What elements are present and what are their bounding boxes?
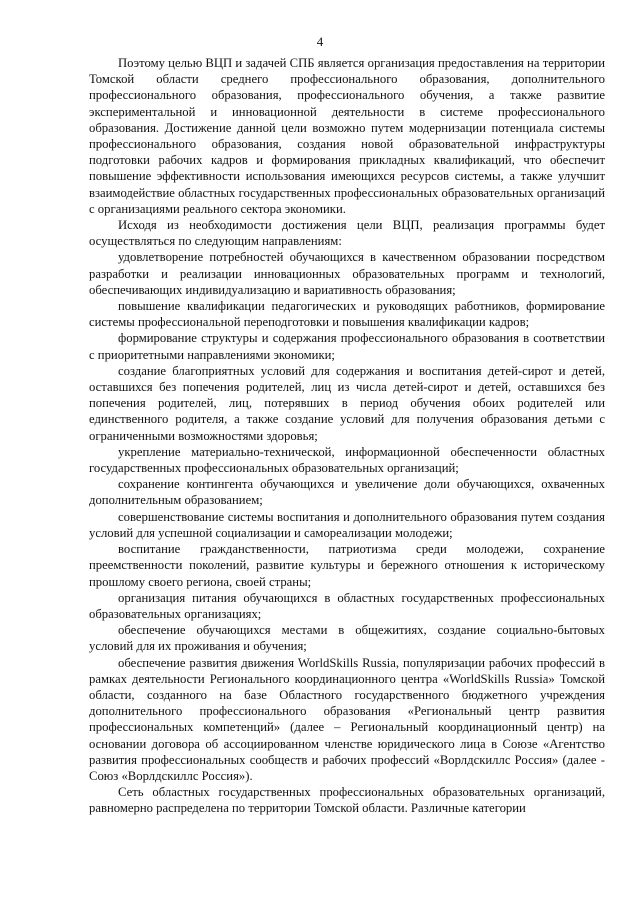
paragraph-directions-intro: Исходя из необходимости достижения цели ВЦП, реализация программы будет осуществляться по следующим направлениям: <box>89 218 605 249</box>
paragraph-direction-contingent: сохранение контингента обучающихся и увеличение доли обучающихся, охваченных дополнительным образованием; <box>89 477 605 508</box>
page-number: 4 <box>316 34 324 49</box>
paragraph-network: Сеть областных государственных профессиональных образовательных организаций, равномерно распределена по территории Томской области. Различные категории <box>89 785 605 816</box>
paragraph-direction-dormitories: обеспечение обучающихся местами в общежитиях, создание социально-бытовых условий для их проживания и обучения; <box>89 623 605 654</box>
paragraph-goal: Поэтому целью ВЦП и задачей СПБ является организация предоставления на территории Томской области среднего профессионального образования, дополнительного профессионального образования, профессионального обучения, а также развитие экспериментальной и инновационной деятельности в системе профессионального образования. Достижение данной цели возможно путем модернизации потенциала системы профессионального образования, создания новой образовательной инфраструктуры подготовки рабочих кадров и формирования прикладных квалификаций, что обеспечит повышение эффективности использования имеющихся ресурсов системы, а также улучшит взаимодействие областных государственных профессиональных образовательных организаций с организациями реального сектора экономики. <box>89 56 605 216</box>
paragraph-direction-upbringing: совершенствование системы воспитания и дополнительного образования путем создания условий для успешной социализации и самореализации молодежи; <box>89 509 605 540</box>
body-text <box>89 55 605 817</box>
paragraph-direction-worldskills: обеспечение развития движения WorldSkills Russia, популяризации рабочих профессий в рамках деятельности Регионального координационного центра «WorldSkills Russia» Томской области, созданного на базе Областного государственного бюджетного учреждения дополнительного профессионального образования «Региональный центр развития профессиональных компетенций» (далее – Региональный координационный центр) на основании договора об ассоциированном членстве юридического лица в Союзе «Агентство развития профессиональных сообществ и рабочих профессий «Ворлдскиллс Россия» (далее - Союз «Ворлдскиллс Россия»). <box>89 655 605 783</box>
paragraph-direction-patriotism: воспитание гражданственности, патриотизма среди молодежи, сохранение преемственности поколений, развитие культуры и бережного отношения к историческому прошлому своего региона, своей страны; <box>89 542 605 589</box>
paragraph-direction-nutrition: организация питания обучающихся в областных государственных профессиональных образовательных организациях; <box>89 590 605 621</box>
paragraph-direction-qualification: повышение квалификации педагогических и руководящих работников, формирование системы профессиональной переподготовки и повышения квалификации кадров; <box>89 299 605 330</box>
paragraph-direction-orphans: создание благоприятных условий для содержания и воспитания детей-сирот и детей, оставшихся без попечения родителей, лиц из числа детей-сирот и детей, оставшихся без попечения родителей, лиц, потерявших в период обучения обоих родителей или единственного родителя, а также создание условий для получения образования детьми с ограниченными возможностями здоровья; <box>89 363 605 443</box>
paragraph-direction-material-base: укрепление материально-технической, информационной обеспеченности областных государственных профессиональных образовательных организаций; <box>89 444 605 476</box>
paragraph-direction-education-needs: удовлетворение потребностей обучающихся в качественном образовании посредством разработки и реализации инновационных образовательных программ и технологий, обеспечивающих индивидуализацию и вариативность образования; <box>89 250 605 297</box>
paragraph-direction-structure: формирование структуры и содержания профессионального образования в соответствии с приоритетными направлениями экономики; <box>89 331 605 362</box>
